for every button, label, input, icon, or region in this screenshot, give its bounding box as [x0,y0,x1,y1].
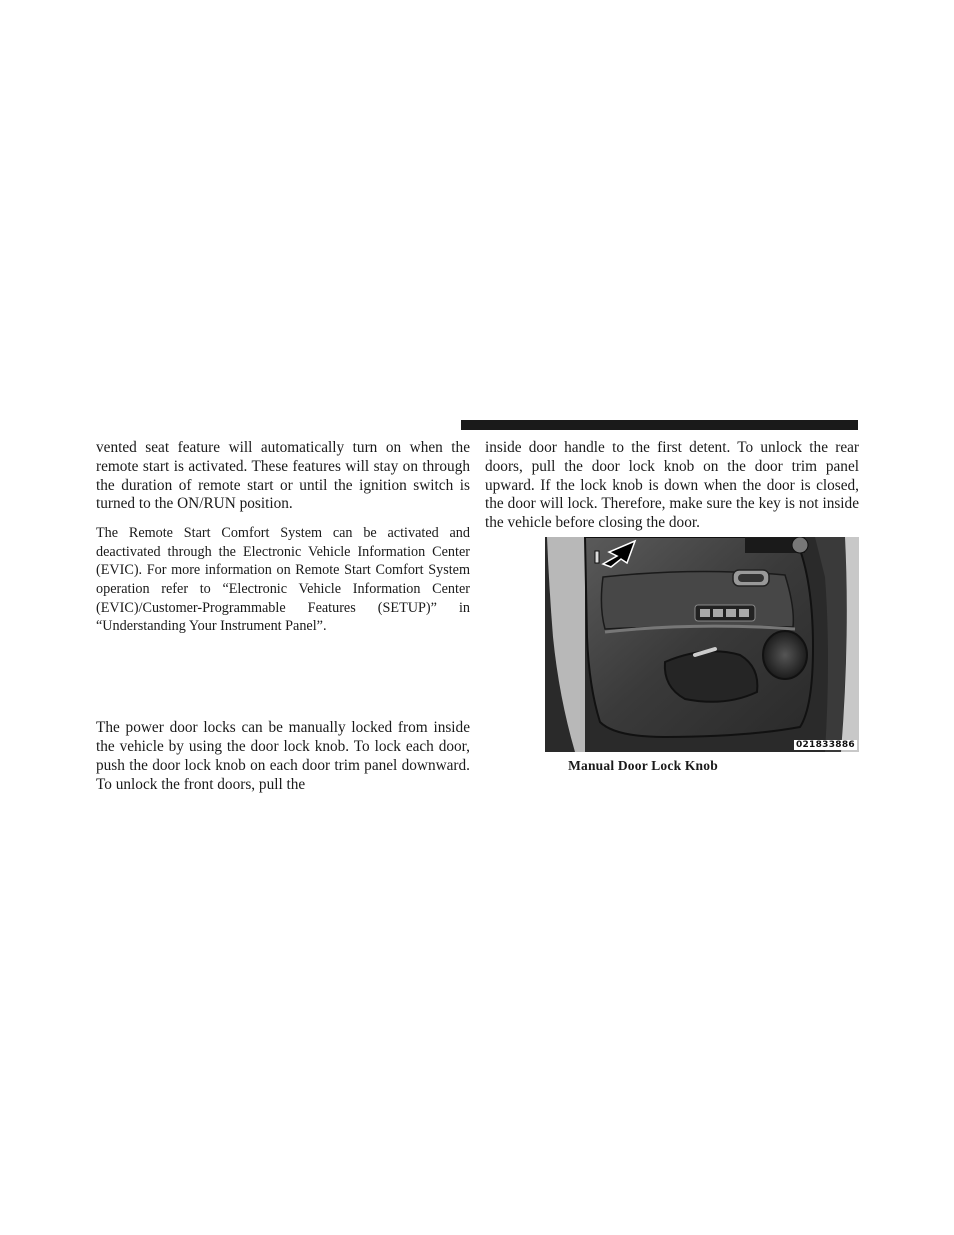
left-column [96,439,470,636]
paragraph-unlock-doors: inside door handle to the first detent. To unlock the rear doors, pull the door lock knob on the door trim panel upward. If the lock knob is down when the door is closed, the door will lock. Therefore, make sure the key is not inside the vehicle before closing the door. [485,439,859,532]
right-column [485,439,859,533]
paragraph-manual-door-locks: The power door locks can be manually locked from inside the vehicle by using the door lock knob. To lock each door, push the door lock knob on each door trim panel downward. To unlock the front doors, pull the [96,719,470,793]
paragraph-remote-start-features: vented seat feature will automatically turn on when the remote start is activated. These features will stay on through the duration of remote start or until the ignition switch is turned to the ON/RUN position. [96,439,470,513]
paragraph-remote-start-comfort-system: The Remote Start Comfort System can be activated and deactivated through the Electronic Vehicle Information Center (EVIC). For more information on Remote Start Comfort System operation refer to “Electronic Vehicle Information Center (EVIC)/Customer-Programmable Features (SETUP)” in “Understanding Your Instrument Panel”. [96,525,470,635]
door-lock-knob-figure [545,537,859,752]
door-panel-illustration [545,537,859,752]
section-header-bar [461,420,858,430]
figure-caption: Manual Door Lock Knob [568,758,718,773]
figure-code: 021833886 [795,740,855,750]
